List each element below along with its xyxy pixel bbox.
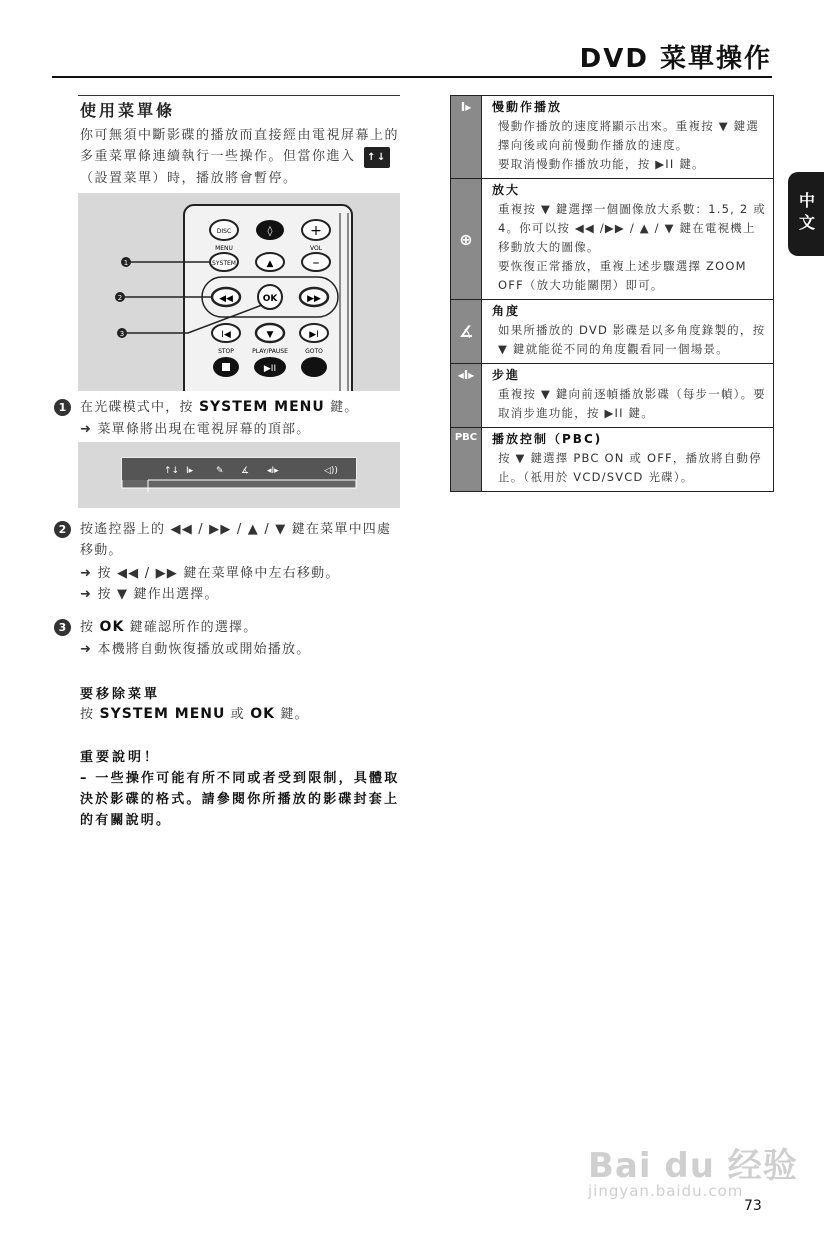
exit-before: 按	[80, 707, 95, 722]
prev-icon: I◀	[221, 330, 231, 340]
feature-title: 放大	[492, 183, 521, 197]
step-3-before: 按	[80, 620, 95, 635]
rewind-icon: ◀◀	[219, 294, 233, 304]
system-label: SYSTEM	[212, 260, 236, 267]
step-2-result-1-text: 按 ◀◀ / ▶▶ 鍵在菜單條中左右移動。	[97, 566, 340, 581]
page-title: DVD 菜單操作	[579, 44, 772, 74]
feature-title: 播放控制（PBC)	[492, 432, 603, 446]
exit-or: 或	[230, 707, 245, 722]
forward-icon: ▶▶	[307, 294, 321, 304]
step-3-key: OK	[99, 619, 125, 635]
section-title: 使用菜單條	[80, 101, 176, 120]
menu-bar-illustration	[78, 442, 400, 508]
exit-key-2: OK	[250, 706, 275, 722]
callout-2-label: 2	[117, 294, 123, 302]
minus-icon: –	[312, 255, 320, 271]
slow-motion-icon: I▸	[451, 96, 482, 178]
zoom-icon: ⊕	[451, 179, 482, 299]
menu-step-icon: ◂I▸	[267, 466, 279, 476]
feature-cell	[482, 300, 773, 363]
feature-line: 如果所播放的 DVD 影碟是以多角度錄製的，按 ▼ 鍵就能從不同的角度觀看同一個場景。	[498, 323, 766, 356]
feature-line: 要取消慢動作播放功能，按 ▶II 鍵。	[498, 157, 705, 171]
feature-cell	[482, 96, 773, 178]
menu-setup-icon: ↑↓	[164, 466, 180, 476]
feature-line: 慢動作播放的速度將顯示出來。重複按 ▼ 鍵選擇向後或向前慢動作播放的速度。	[498, 119, 760, 152]
feature-line: 要恢復正常播放，重複上述步驟選擇 ZOOM OFF（放大功能關閉）即可。	[498, 259, 747, 292]
table-row	[451, 179, 773, 300]
page-number: 73	[744, 1198, 762, 1214]
table-row	[451, 364, 773, 428]
down-arrow-icon: ▼	[266, 330, 274, 340]
pbc-icon: PBC	[451, 428, 482, 491]
remote-drawing	[78, 193, 400, 391]
exit-after: 鍵。	[280, 707, 309, 722]
remote-illustration	[78, 193, 400, 391]
menu-slow-icon: I▸	[186, 466, 194, 476]
exit-heading: 要移除菜單	[80, 687, 161, 702]
step-3-result-text: 本機將自動恢復播放或開始播放。	[97, 642, 311, 657]
arrow-right-icon: ➜	[80, 642, 93, 657]
playpause-label: PLAY/PAUSE	[252, 348, 288, 355]
feature-title: 步進	[492, 368, 521, 382]
watermark-url: jingyan.baidu.com	[588, 1182, 744, 1200]
plus-icon: +	[310, 223, 322, 239]
feature-title: 慢動作播放	[492, 100, 563, 114]
feature-line: 重複按 ▼ 鍵選擇一個圖像放大系數：1.5, 2 或 4。你可以按 ◀◀ /▶▶ / ▲ / ▼ 鍵在電視機上移動放大的圖像。	[498, 202, 766, 254]
menu-angle-icon: ∡	[241, 466, 250, 476]
feature-title: 角度	[492, 304, 521, 318]
callout-1-label: 1	[123, 259, 129, 267]
stop-icon	[222, 363, 230, 371]
section-divider	[78, 95, 400, 96]
step-2-result-2-text: 按 ▼ 鍵作出選擇。	[97, 587, 219, 602]
menu-bar-drawing	[78, 442, 400, 508]
step-1-bullet: 1	[54, 399, 71, 416]
goto-button[interactable]	[301, 357, 327, 377]
step-1-result-text: 菜單條將出現在電視屏幕的頂部。	[97, 422, 311, 437]
feature-line: 按 ▼ 鍵選擇 PBC ON 或 OFF，播放將自動停止。（祇用於 VCD/SVCD 光碟）。	[498, 451, 762, 484]
step-1-result	[80, 419, 402, 440]
step-3-result	[80, 639, 402, 660]
diamond-icon: ◊	[267, 226, 273, 237]
step-2-text: 按遙控器上的 ◀◀ / ▶▶ / ▲ / ▼ 鍵在菜單中四處移動。	[80, 522, 392, 558]
step-icon: ◂I▸	[451, 364, 482, 427]
step-3-after: 鍵確認所作的選擇。	[129, 620, 258, 635]
exit-key-1: SYSTEM MENU	[99, 706, 226, 722]
watermark-logo: Bai du 经验	[588, 1146, 798, 1186]
table-row	[451, 300, 773, 364]
step-1-key: SYSTEM MENU	[198, 399, 325, 415]
note-heading: 重要說明！	[80, 750, 161, 765]
step-1-before: 在光碟模式中，按	[80, 400, 194, 415]
step-1-after: 鍵。	[330, 400, 359, 415]
step-3-bullet: 3	[54, 619, 71, 636]
step-1-text	[80, 397, 402, 418]
angle-icon: ∡	[451, 300, 482, 363]
intro-paragraph	[80, 125, 402, 189]
stop-label: STOP	[218, 348, 234, 355]
callout-3-label: 3	[119, 330, 125, 338]
setup-menu-icon: ↑↓	[364, 147, 390, 168]
play-pause-icon: ▶II	[263, 364, 277, 374]
goto-label: GOTO	[305, 348, 323, 355]
language-tab: 中文	[788, 172, 824, 256]
step-2-bullet: 2	[54, 521, 71, 538]
feature-cell	[482, 428, 773, 491]
feature-line: 重複按 ▼ 鍵向前逐幀播放影碟（每步一幀）。要取消步進功能，按 ▶II 鍵。	[498, 387, 767, 420]
feature-cell	[482, 364, 773, 427]
next-icon: ▶I	[309, 330, 319, 340]
note-text: – 一些操作可能有所不同或者受到限制，具體取決於影碟的格式。請參閱你所播放的影碟封套上的有關說明。	[80, 771, 400, 828]
intro-text-after: （設置菜單）時，播放將會暫停。	[80, 171, 298, 186]
exit-text	[80, 704, 402, 725]
arrow-right-icon: ➜	[80, 422, 93, 437]
menu-zoom-icon: ✎	[216, 466, 224, 476]
intro-text-before: 你可無須中斷影碟的播放而直接經由電視屏幕上的多重菜單條連續執行一些操作。但當你進入	[80, 128, 400, 164]
step-3-text	[80, 617, 402, 638]
up-arrow-icon: ▲	[266, 259, 274, 269]
feature-table	[450, 95, 774, 492]
menu-audio-icon: ◁))	[324, 466, 338, 476]
arrow-right-icon: ➜	[80, 587, 93, 602]
ok-label: OK	[262, 294, 278, 304]
header-divider	[52, 76, 772, 78]
table-row	[451, 96, 773, 179]
step-2-result-2	[80, 584, 402, 605]
table-row	[451, 428, 773, 491]
vol-label: VOL	[309, 245, 323, 252]
menu-label: MENU	[215, 245, 233, 252]
feature-cell	[482, 179, 773, 299]
step-2-result-1	[80, 563, 402, 584]
disc-label: DISC	[216, 228, 232, 235]
arrow-right-icon: ➜	[80, 566, 93, 581]
